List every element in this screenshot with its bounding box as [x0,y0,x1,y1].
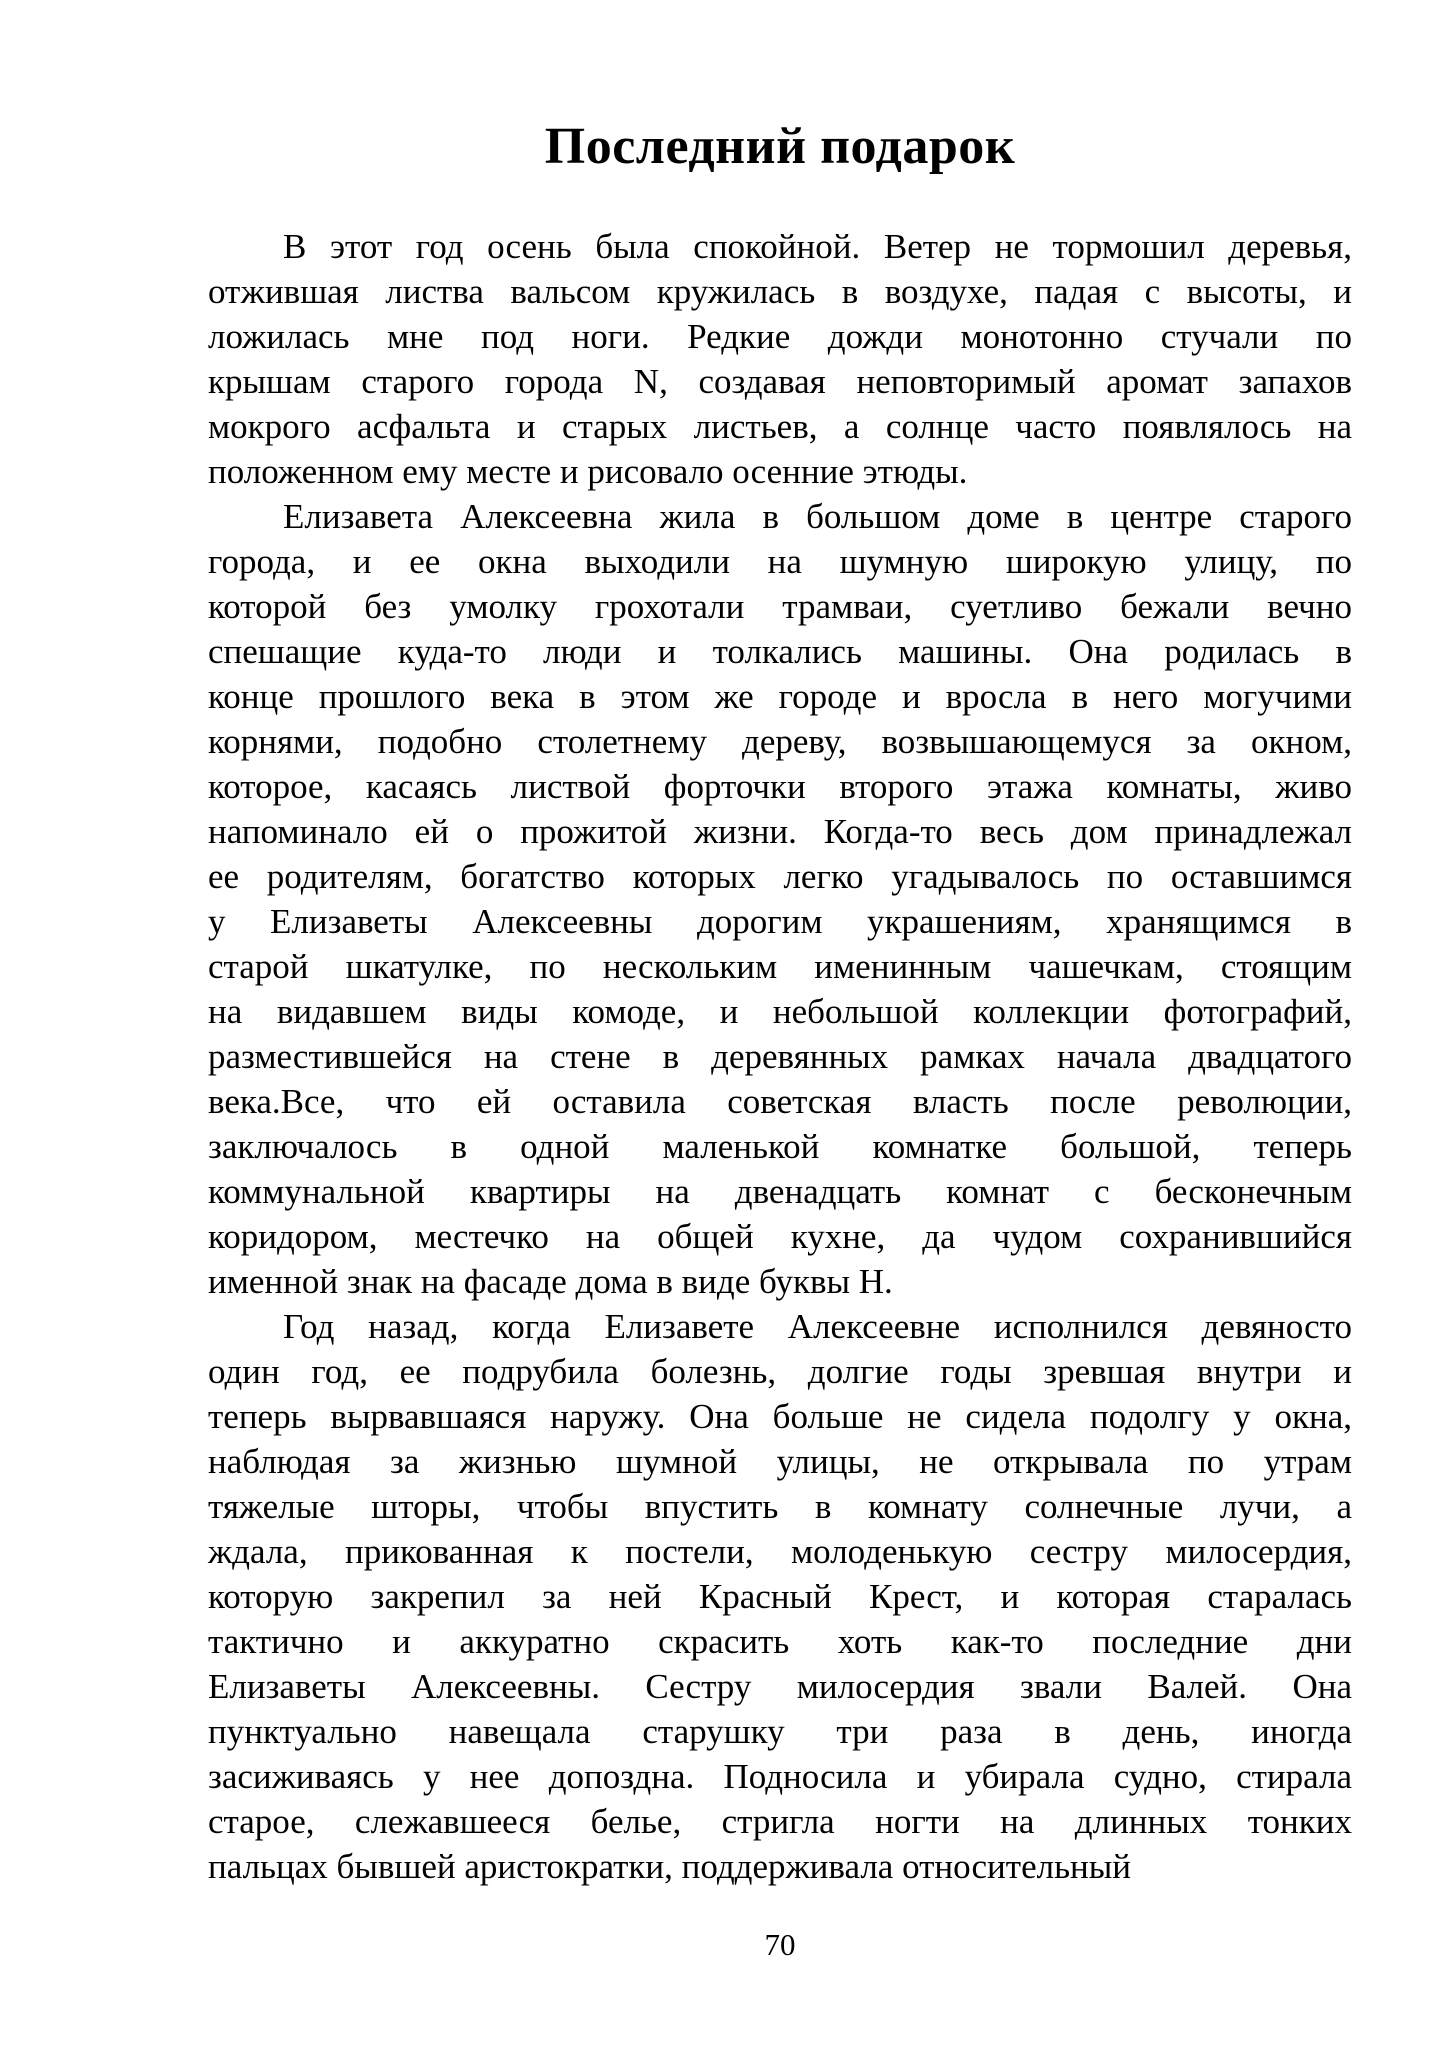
text-line: засиживаясь у нее допоздна. Подносила и убирала судно, стирала [208,1757,1352,1796]
page-number: 70 [764,1927,796,1962]
text-line: на видавшем виды комоде, и небольшой коллекции фотографий, [208,992,1352,1031]
text-line: разместившейся на стене в деревянных рамках начала двадцатого [208,1037,1352,1076]
text-line: которую закрепил за ней Красный Крест, и которая старалась [208,1577,1352,1616]
text-line: крышам старого города N, создавая неповторимый аромат запахов [208,362,1352,401]
text-line: конце прошлого века в этом же городе и вросла в него могучими [208,677,1352,716]
text-line: заключалось в одной маленькой комнатке большой, теперь [208,1127,1352,1166]
text-line: пальцах бывшей аристократки, поддерживала относительный [208,1847,1132,1886]
text-line: тактично и аккуратно скрасить хоть как-то последние дни [208,1622,1352,1661]
paragraph [208,494,1352,1304]
text-line: пунктуально навещала старушку три раза в день, иногда [208,1712,1352,1751]
text-line: Год назад, когда Елизавете Алексеевне исполнился девяносто [283,1307,1352,1346]
text-line: коммунальной квартиры на двенадцать комнат с бесконечным [208,1172,1352,1211]
text-line: один год, ее подрубила болезнь, долгие годы зревшая внутри и [208,1352,1352,1391]
text-line: старой шкатулке, по нескольким именинным чашечкам, стоящим [208,947,1352,986]
text-line: Елизаветы Алексеевны. Сестру милосердия звали Валей. Она [208,1667,1352,1706]
text-line: В этот год осень была спокойной. Ветер не тормошил деревья, [283,227,1352,266]
text-line: ждала, прикованная к постели, молоденькую сестру милосердия, [208,1532,1352,1571]
text-line: мокрого асфальта и старых листьев, а солнце часто появлялось на [208,407,1352,446]
paragraph [208,224,1352,494]
text-line: наблюдая за жизнью шумной улицы, не открывала по утрам [208,1442,1352,1481]
text-line: которое, касаясь листвой форточки второго этажа комнаты, живо [208,767,1352,806]
text-line: спешащие куда-то люди и толкались машины. Она родилась в [208,632,1352,671]
text-line: теперь вырвавшаяся наружу. Она больше не сидела подолгу у окна, [208,1397,1352,1436]
text-line: Елизавета Алексеевна жила в большом доме в центре старого [283,497,1352,536]
text-line: ее родителям, богатство которых легко угадывалось по оставшимся [208,857,1352,896]
text-line: города, и ее окна выходили на шумную широкую улицу, по [208,542,1352,581]
page-footer [208,1927,1352,1963]
document-body [208,224,1352,1889]
text-line: ложилась мне под ноги. Редкие дожди монотонно стучали по [208,317,1352,356]
text-line: которой без умолку грохотали трамваи, суетливо бежали вечно [208,587,1352,626]
text-line: положенном ему месте и рисовало осенние этюды. [208,452,968,491]
text-line: у Елизаветы Алексеевны дорогим украшениям, хранящимся в [208,902,1352,941]
text-line: именной знак на фасаде дома в виде буквы Н. [208,1262,893,1301]
text-line: напоминало ей о прожитой жизни. Когда-то весь дом принадлежал [208,812,1352,851]
text-line: тяжелые шторы, чтобы впустить в комнату солнечные лучи, а [208,1487,1352,1526]
paragraph [208,1304,1352,1889]
text-line: коридором, местечко на общей кухне, да чудом сохранившийся [208,1217,1352,1256]
page-title: Последний подарок [544,118,1016,175]
text-line: старое, слежавшееся белье, стригла ногти на длинных тонких [208,1802,1352,1841]
text-line: века.Все, что ей оставила советская власть после революции, [208,1082,1352,1121]
text-line: отжившая листва вальсом кружилась в воздухе, падая с высоты, и [208,272,1352,311]
text-line: корнями, подобно столетнему дереву, возвышающемуся за окном, [208,722,1352,761]
